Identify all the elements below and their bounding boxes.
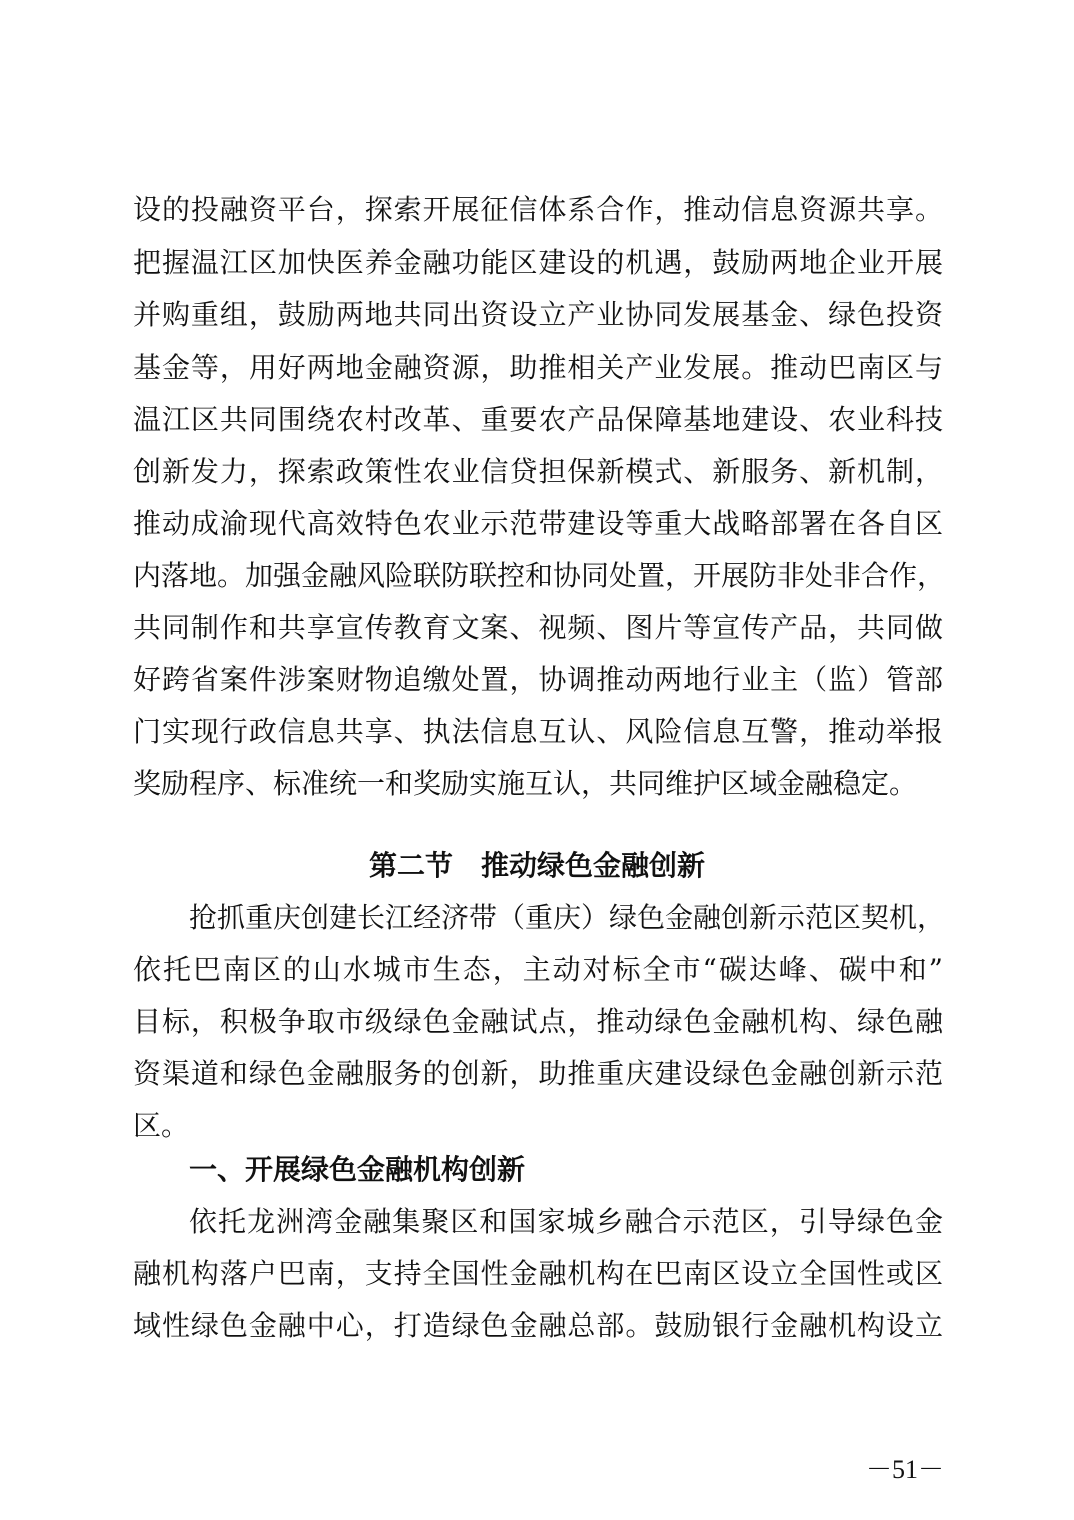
text-line: 推动成渝现代高效特色农业示范带建设等重大战略部署在各自区	[133, 507, 943, 540]
text-line: 门实现行政信息共享、执法信息互认、风险信息互警，推动举报	[133, 715, 943, 748]
text-line: 目标，积极争取市级绿色金融试点，推动绿色金融机构、绿色融	[133, 1005, 943, 1038]
text-line: 设的投融资平台，探索开展征信体系合作，推动信息资源共享。	[133, 193, 943, 226]
text-line: 把握温江区加快医养金融功能区建设的机遇，鼓励两地企业开展	[133, 246, 943, 279]
text-line: 依托龙洲湾金融集聚区和国家城乡融合示范区，引导绿色金	[189, 1205, 943, 1238]
text-line: 依托巴南区的山水城市生态，主动对标全市“碳达峰、碳中和”	[133, 953, 943, 986]
text-line: 共同制作和共享宣传教育文案、视频、图片等宣传产品，共同做	[133, 611, 943, 644]
text-line: 抢抓重庆创建长江经济带（重庆）绿色金融创新示范区契机，	[189, 901, 946, 934]
text-line: 温江区共同围绕农村改革、重要农产品保障基地建设、农业科技	[133, 403, 943, 436]
sub-heading: 一、开展绿色金融机构创新	[189, 1153, 526, 1186]
text-line: 奖励程序、标准统一和奖励实施互认，共同维护区域金融稳定。	[133, 767, 918, 800]
section-heading: 第二节 推动绿色金融创新	[368, 849, 705, 882]
text-line: 创新发力，探索政策性农业信贷担保新模式、新服务、新机制，	[133, 455, 943, 488]
text-line: 内落地。加强金融风险联防联控和协同处置，开展防非处非合作，	[133, 559, 946, 592]
text-line: 资渠道和绿色金融服务的创新，助推重庆建设绿色金融创新示范	[133, 1057, 943, 1090]
text-line: 区。	[133, 1109, 190, 1142]
text-line: 好跨省案件涉案财物追缴处置，协调推动两地行业主（监）管部	[133, 663, 943, 696]
text-line: 融机构落户巴南，支持全国性金融机构在巴南区设立全国性或区	[133, 1257, 943, 1290]
page-number: －51－	[865, 1455, 944, 1484]
text-line: 基金等，用好两地金融资源，助推相关产业发展。推动巴南区与	[133, 351, 943, 384]
text-line: 并购重组，鼓励两地共同出资设立产业协同发展基金、绿色投资	[133, 298, 943, 331]
text-line: 域性绿色金融中心，打造绿色金融总部。鼓励银行金融机构设立	[133, 1309, 943, 1342]
